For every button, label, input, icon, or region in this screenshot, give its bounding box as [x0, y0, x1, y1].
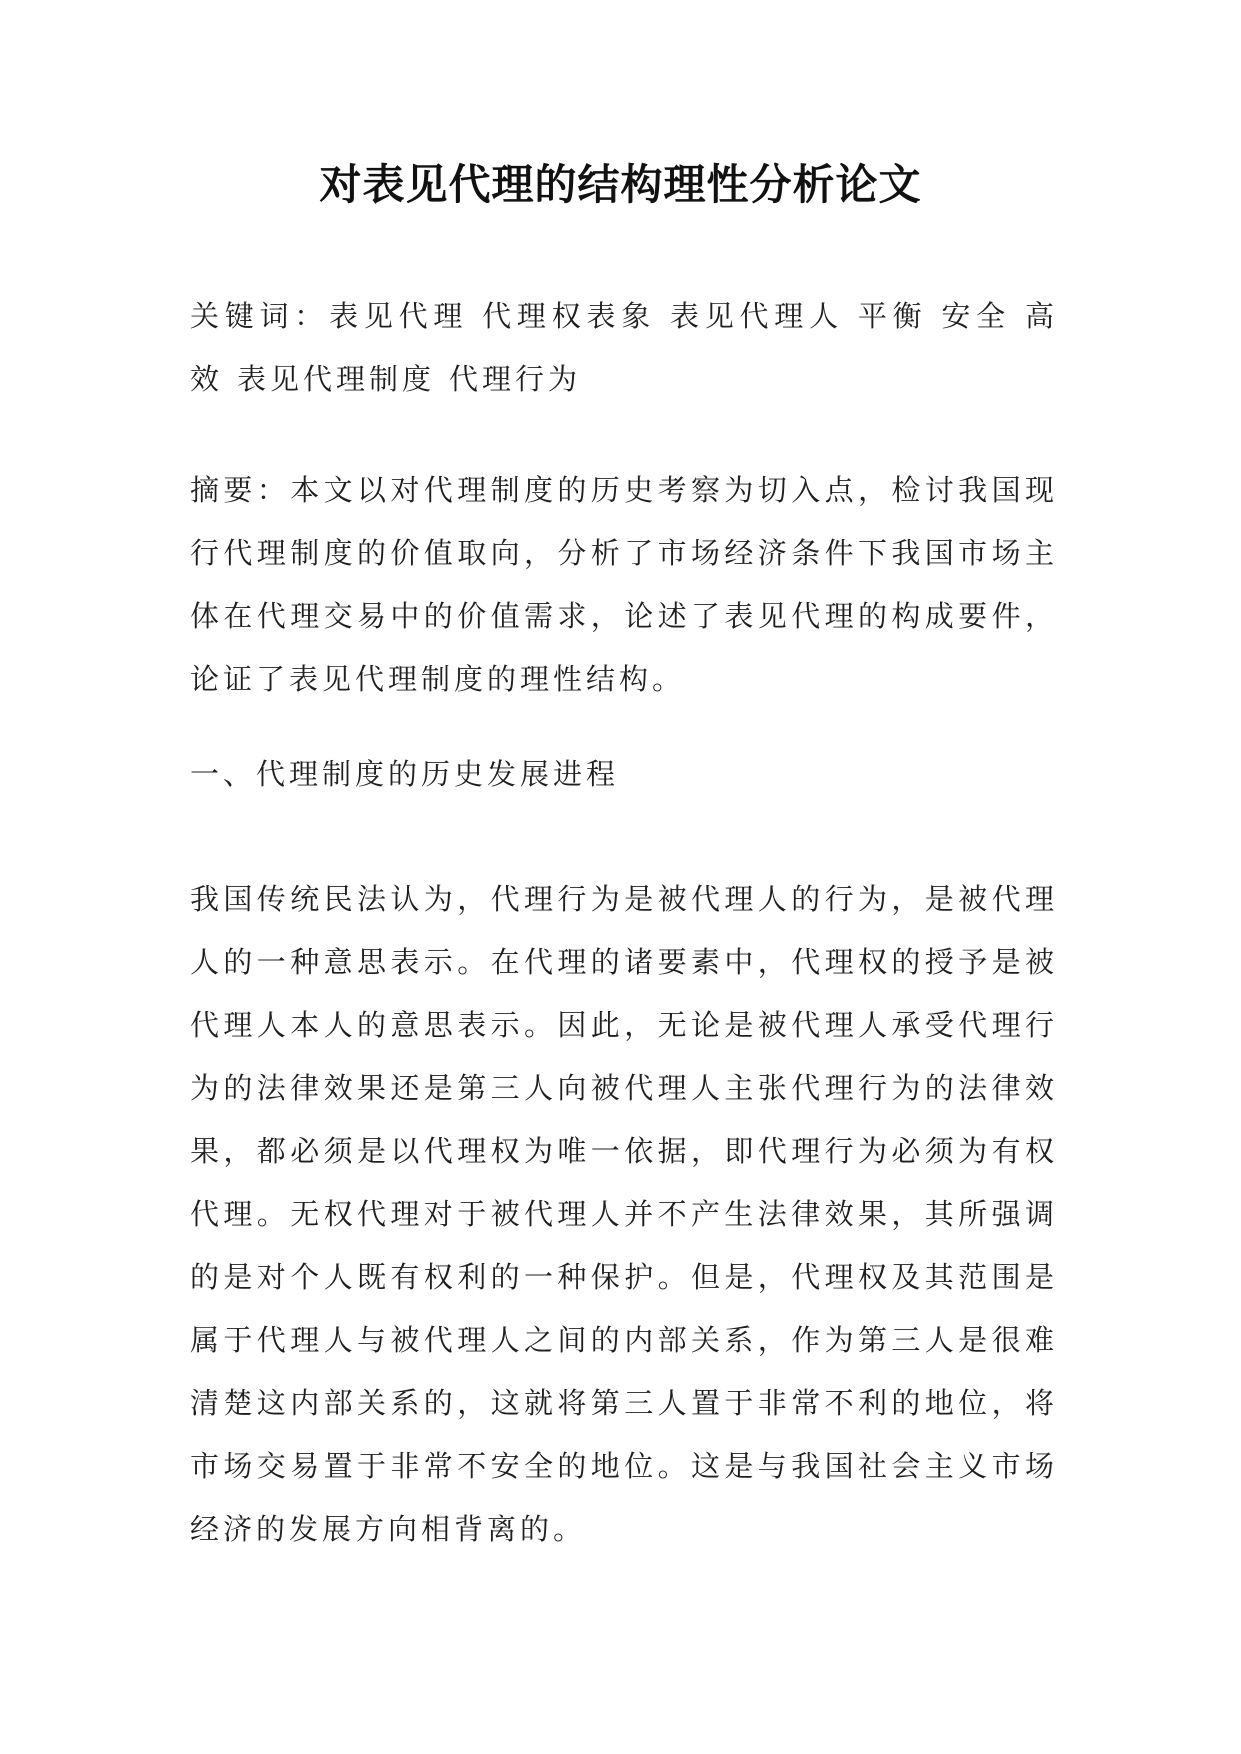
keyword: 高效	[190, 299, 1058, 396]
keyword: 表见代理人	[670, 299, 844, 333]
keyword: 表见代理制度	[237, 362, 436, 396]
body-paragraph: 我国传统民法认为，代理行为是被代理人的行为，是被代理人的一种意思表示。在代理的诸要素中，代理权的授予是被代理人本人的意思表示。因此，无论是被代理人承受代理行为的法律效果还是第三人向被代理人主张代理行为的法律效果，都必须是以代理权为唯一依据，即代理行为必须为有权代理。无权代理对于被代理人并不产生法律效果，其所强调的是对个人既有权利的一种保护。但是，代理权及其范围是属于代理人与被代理人之间的内部关系，作为第三人是很难清楚这内部关系的，这就将第三人置于非常不利的地位，将市场交易置于非常不安全的地位。这是与我国社会主义市场经济的发展方向相背离的。	[190, 882, 1058, 1546]
keywords-line	[190, 285, 1058, 411]
document-title: 对表见代理的结构理性分析论文	[319, 160, 922, 209]
keyword: 安全	[941, 299, 1011, 333]
keyword: 表见代理	[329, 299, 469, 333]
keyword: 代理行为	[449, 362, 582, 396]
keyword: 平衡	[857, 299, 928, 333]
keywords-label: 关键词：	[190, 299, 330, 333]
abstract-paragraph: 摘要：本文以对代理制度的历史考察为切入点，检讨我国现行代理制度的价值取向，分析了市场经济条件下我国市场主体在代理交易中的价值需求，论述了表见代理的构成要件，论证了表见代理制度的理性结构。	[190, 473, 1058, 696]
section-heading: 一、代理制度的历史发展进程	[190, 757, 620, 791]
keyword: 代理权表象	[482, 299, 656, 333]
